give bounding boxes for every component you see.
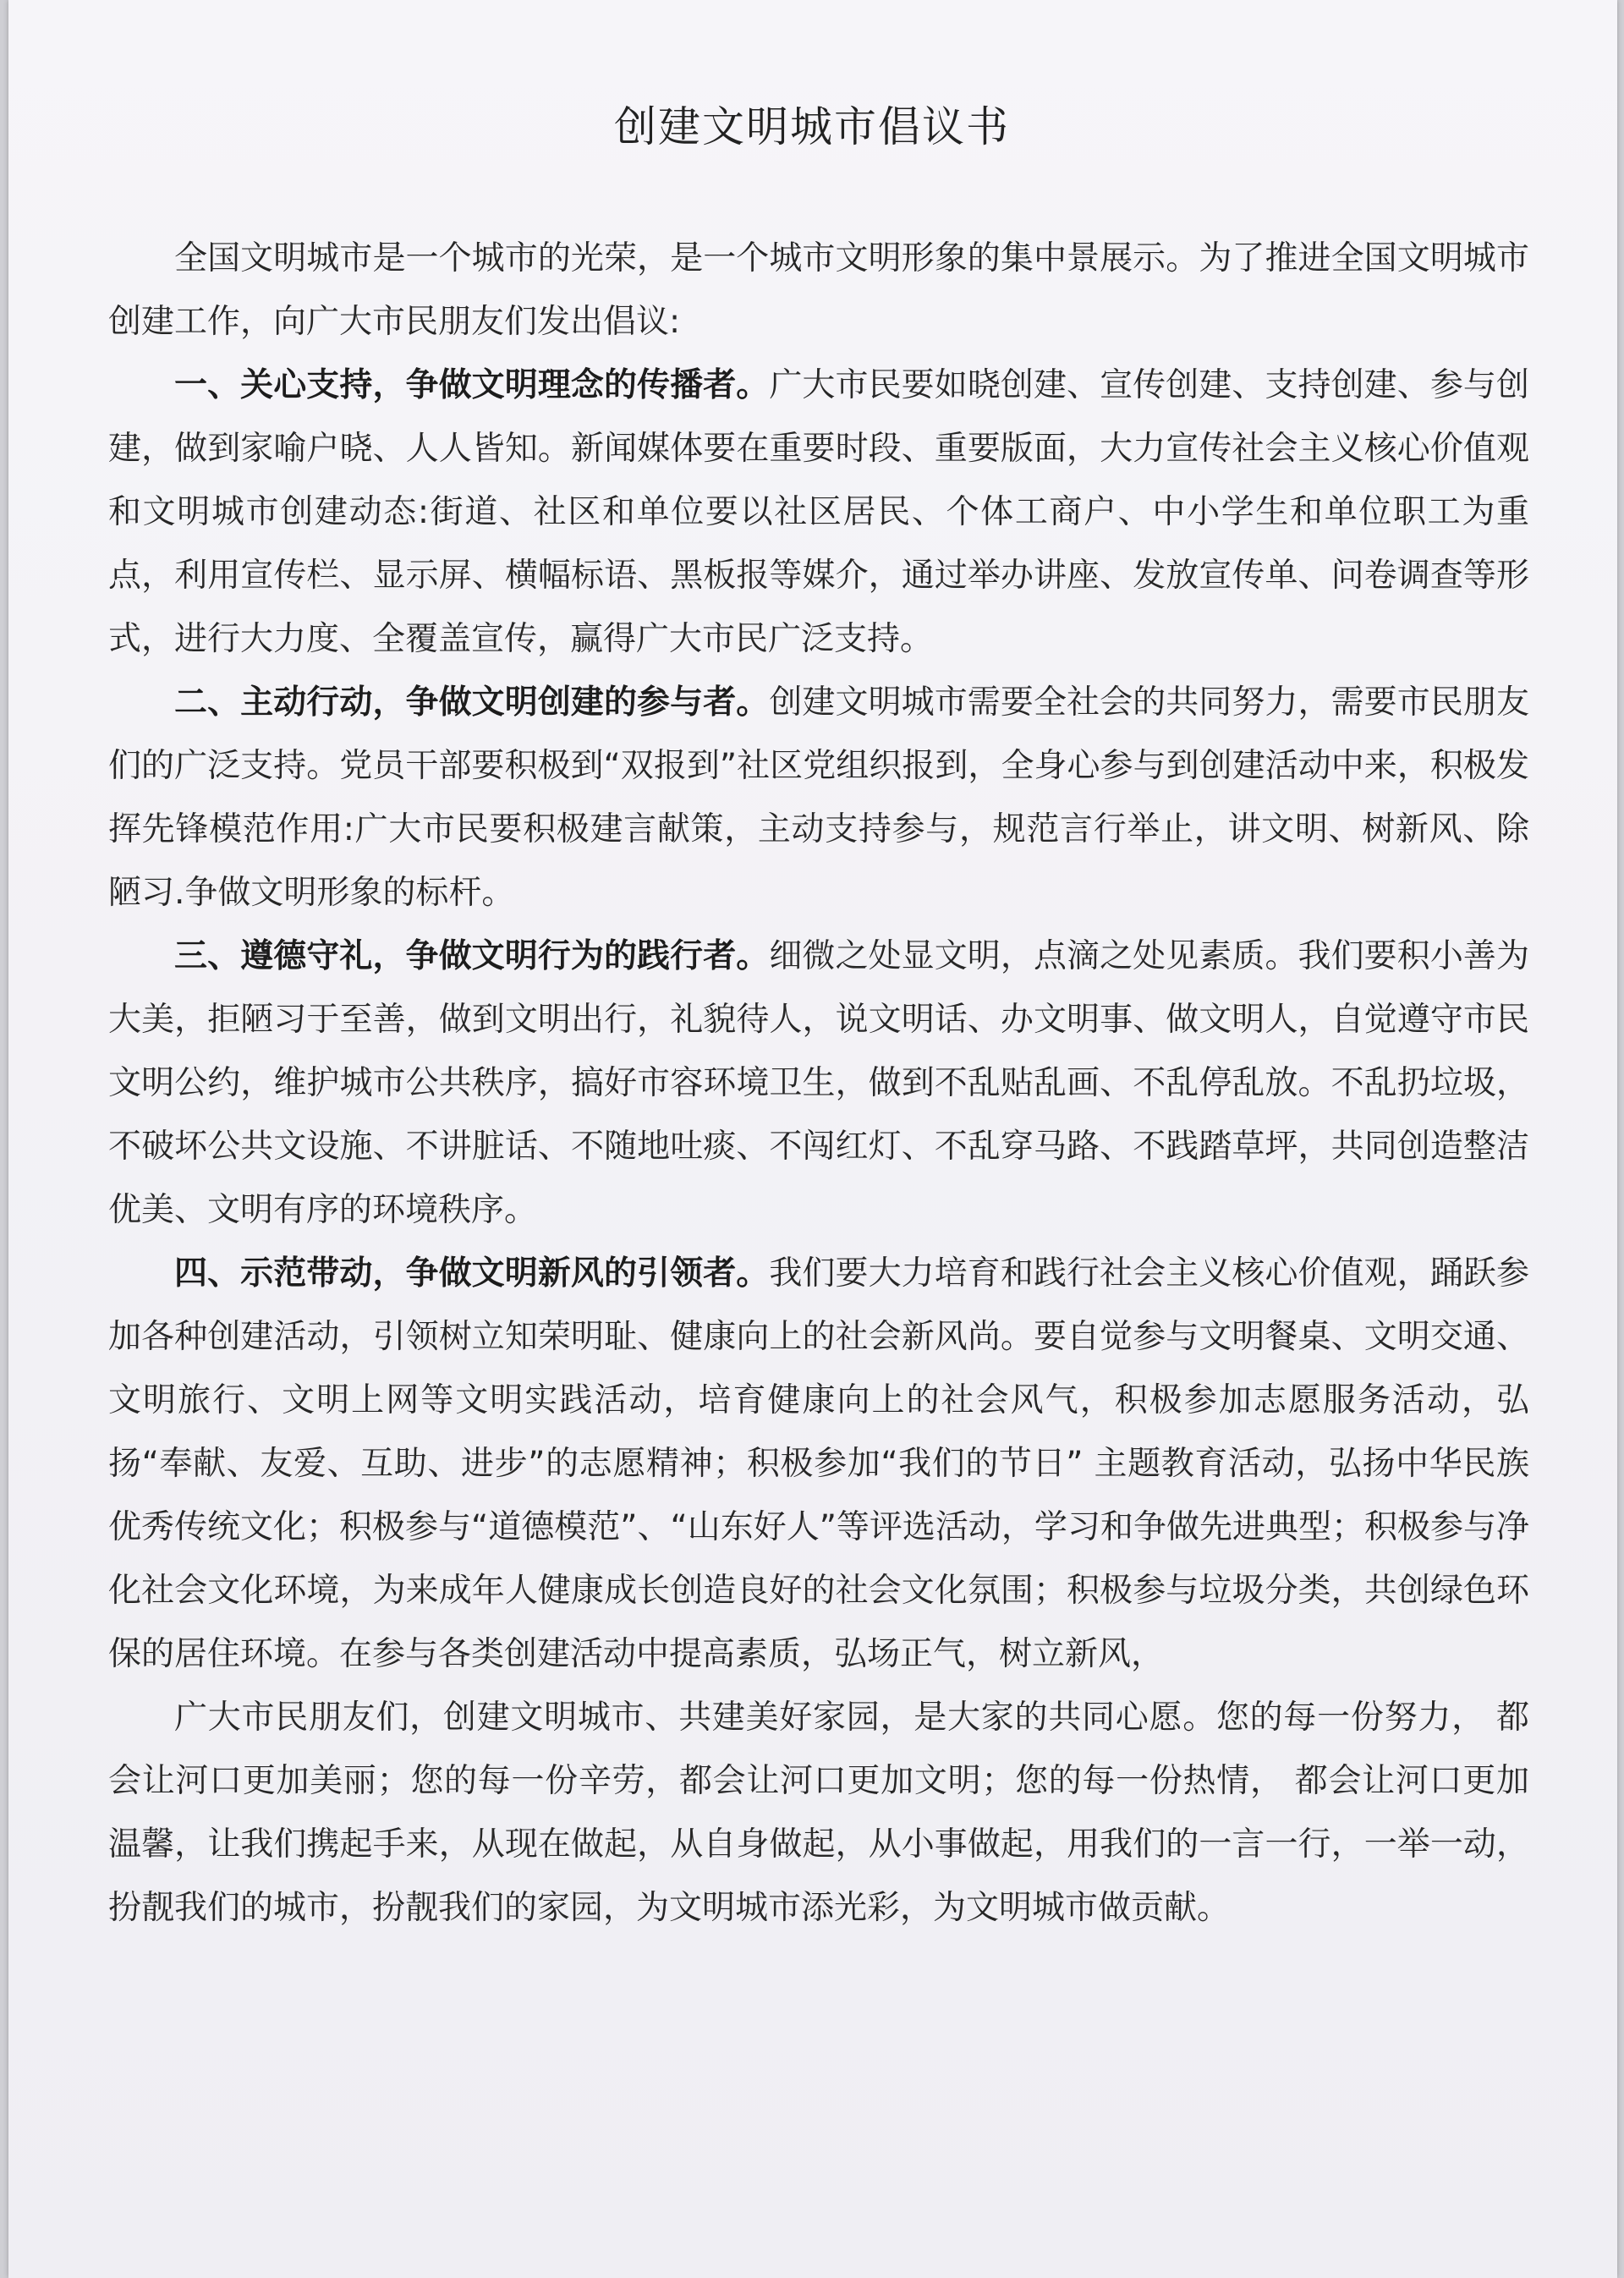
document-title: 创建文明城市倡议书: [614, 102, 1010, 151]
section-two-paragraph: [108, 671, 1529, 925]
intro-paragraph: [108, 227, 1529, 354]
section-one-heading: 一、关心支持，争做文明理念的传播者。: [174, 366, 770, 404]
paragraph-text: 广大市民要如晓创建、宣传创建、支持创建、参与创建，做到家喻户晓、人人皆知。新闻媒体要在重要时段、重要版面，大力宣传社会主义核心价值观和文明城市创建动态:街道、社区和单位要以社区居民、个体工商户、中小学生和单位职工为重点，利用宣传栏、显示屏、横幅标语、黑板报等媒介，通过举办讲座、发放宣传单、问卷调查等形式，进行大力度、全覆盖宣传，赢得广大市民广泛支持。: [108, 366, 1529, 658]
paragraph-text: 广大市民朋友们，创建文明城市、共建美好家园，是大家的共同心愿。您的每一份努力， 都会让河口更加美丽；您的每一份辛劳，都会让河口更加文明；您的每一份热情， 都会让河口更加温馨，让我们携起手来，从现在做起，从自身做起，从小事做起，用我们的一言一行，一举一动，扮靓我们的城市，扮靓我们的家园，为文明城市添光彩，为文明城市做贡献。: [108, 1699, 1529, 1927]
section-three-heading: 三、遵德守礼，争做文明行为的践行者。: [174, 937, 770, 975]
document-body: [108, 227, 1529, 1940]
paragraph-text: 细微之处显文明，点滴之处见素质。我们要积小善为大美，拒陋习于至善，做到文明出行，礼貌待人，说文明话、办文明事、做文明人，自觉遵守市民文明公约，维护城市公共秩序，搞好市容环境卫生，做到不乱贴乱画、不乱停乱放。不乱扔垃圾，不破坏公共文设施、不讲脏话、不随地吐痰、不闯红灯、不乱穿马路、不践踏草坪，共同创造整洁优美、文明有序的环境秩序。: [108, 937, 1529, 1229]
section-one-paragraph: [108, 354, 1529, 671]
paragraph-text: 创建文明城市需要全社会的共同努力，需要市民朋友们的广泛支持。党员干部要积极到“双报到”社区党组织报到，全身心参与到创建活动中来，积极发挥先锋模范作用:广大市民要积极建言献策，主动支持参与，规范言行举止，讲文明、树新风、除陋习.争做文明形象的标杆。: [108, 683, 1529, 912]
paragraph-text: 全国文明城市是一个城市的光荣，是一个城市文明形象的集中景展示。为了推进全国文明城市创建工作，向广大市民朋友们发出倡议:: [108, 239, 1529, 341]
section-four-heading: 四、示范带动，争做文明新风的引领者。: [174, 1254, 770, 1293]
paragraph-text: 我们要大力培育和践行社会主义核心价值观，踊跃参加各种创建活动，引领树立知荣明耻、健康向上的社会新风尚。要自觉参与文明餐桌、文明交通、文明旅行、文明上网等文明实践活动，培育健康向上的社会风气，积极参加志愿服务活动，弘扬“奉献、友爱、互助、进步”的志愿精神；积极参加“我们的节日” 主题教育活动，弘扬中华民族优秀传统文化；积极参与“道德模范”、“山东好人”等评选活动，学习和争做先进典型；积极参与净化社会文化环境，为来成年人健康成长创造良好的社会文化氛围；积极参与垃圾分类，共创绿色环保的居住环境。在参与各类创建活动中提高素质，弘场正气，树立新风，: [108, 1254, 1529, 1673]
closing-paragraph: [108, 1686, 1529, 1940]
section-two-heading: 二、主动行动，争做文明创建的参与者。: [174, 683, 770, 722]
section-three-paragraph: [108, 925, 1529, 1242]
section-four-paragraph: [108, 1242, 1529, 1686]
